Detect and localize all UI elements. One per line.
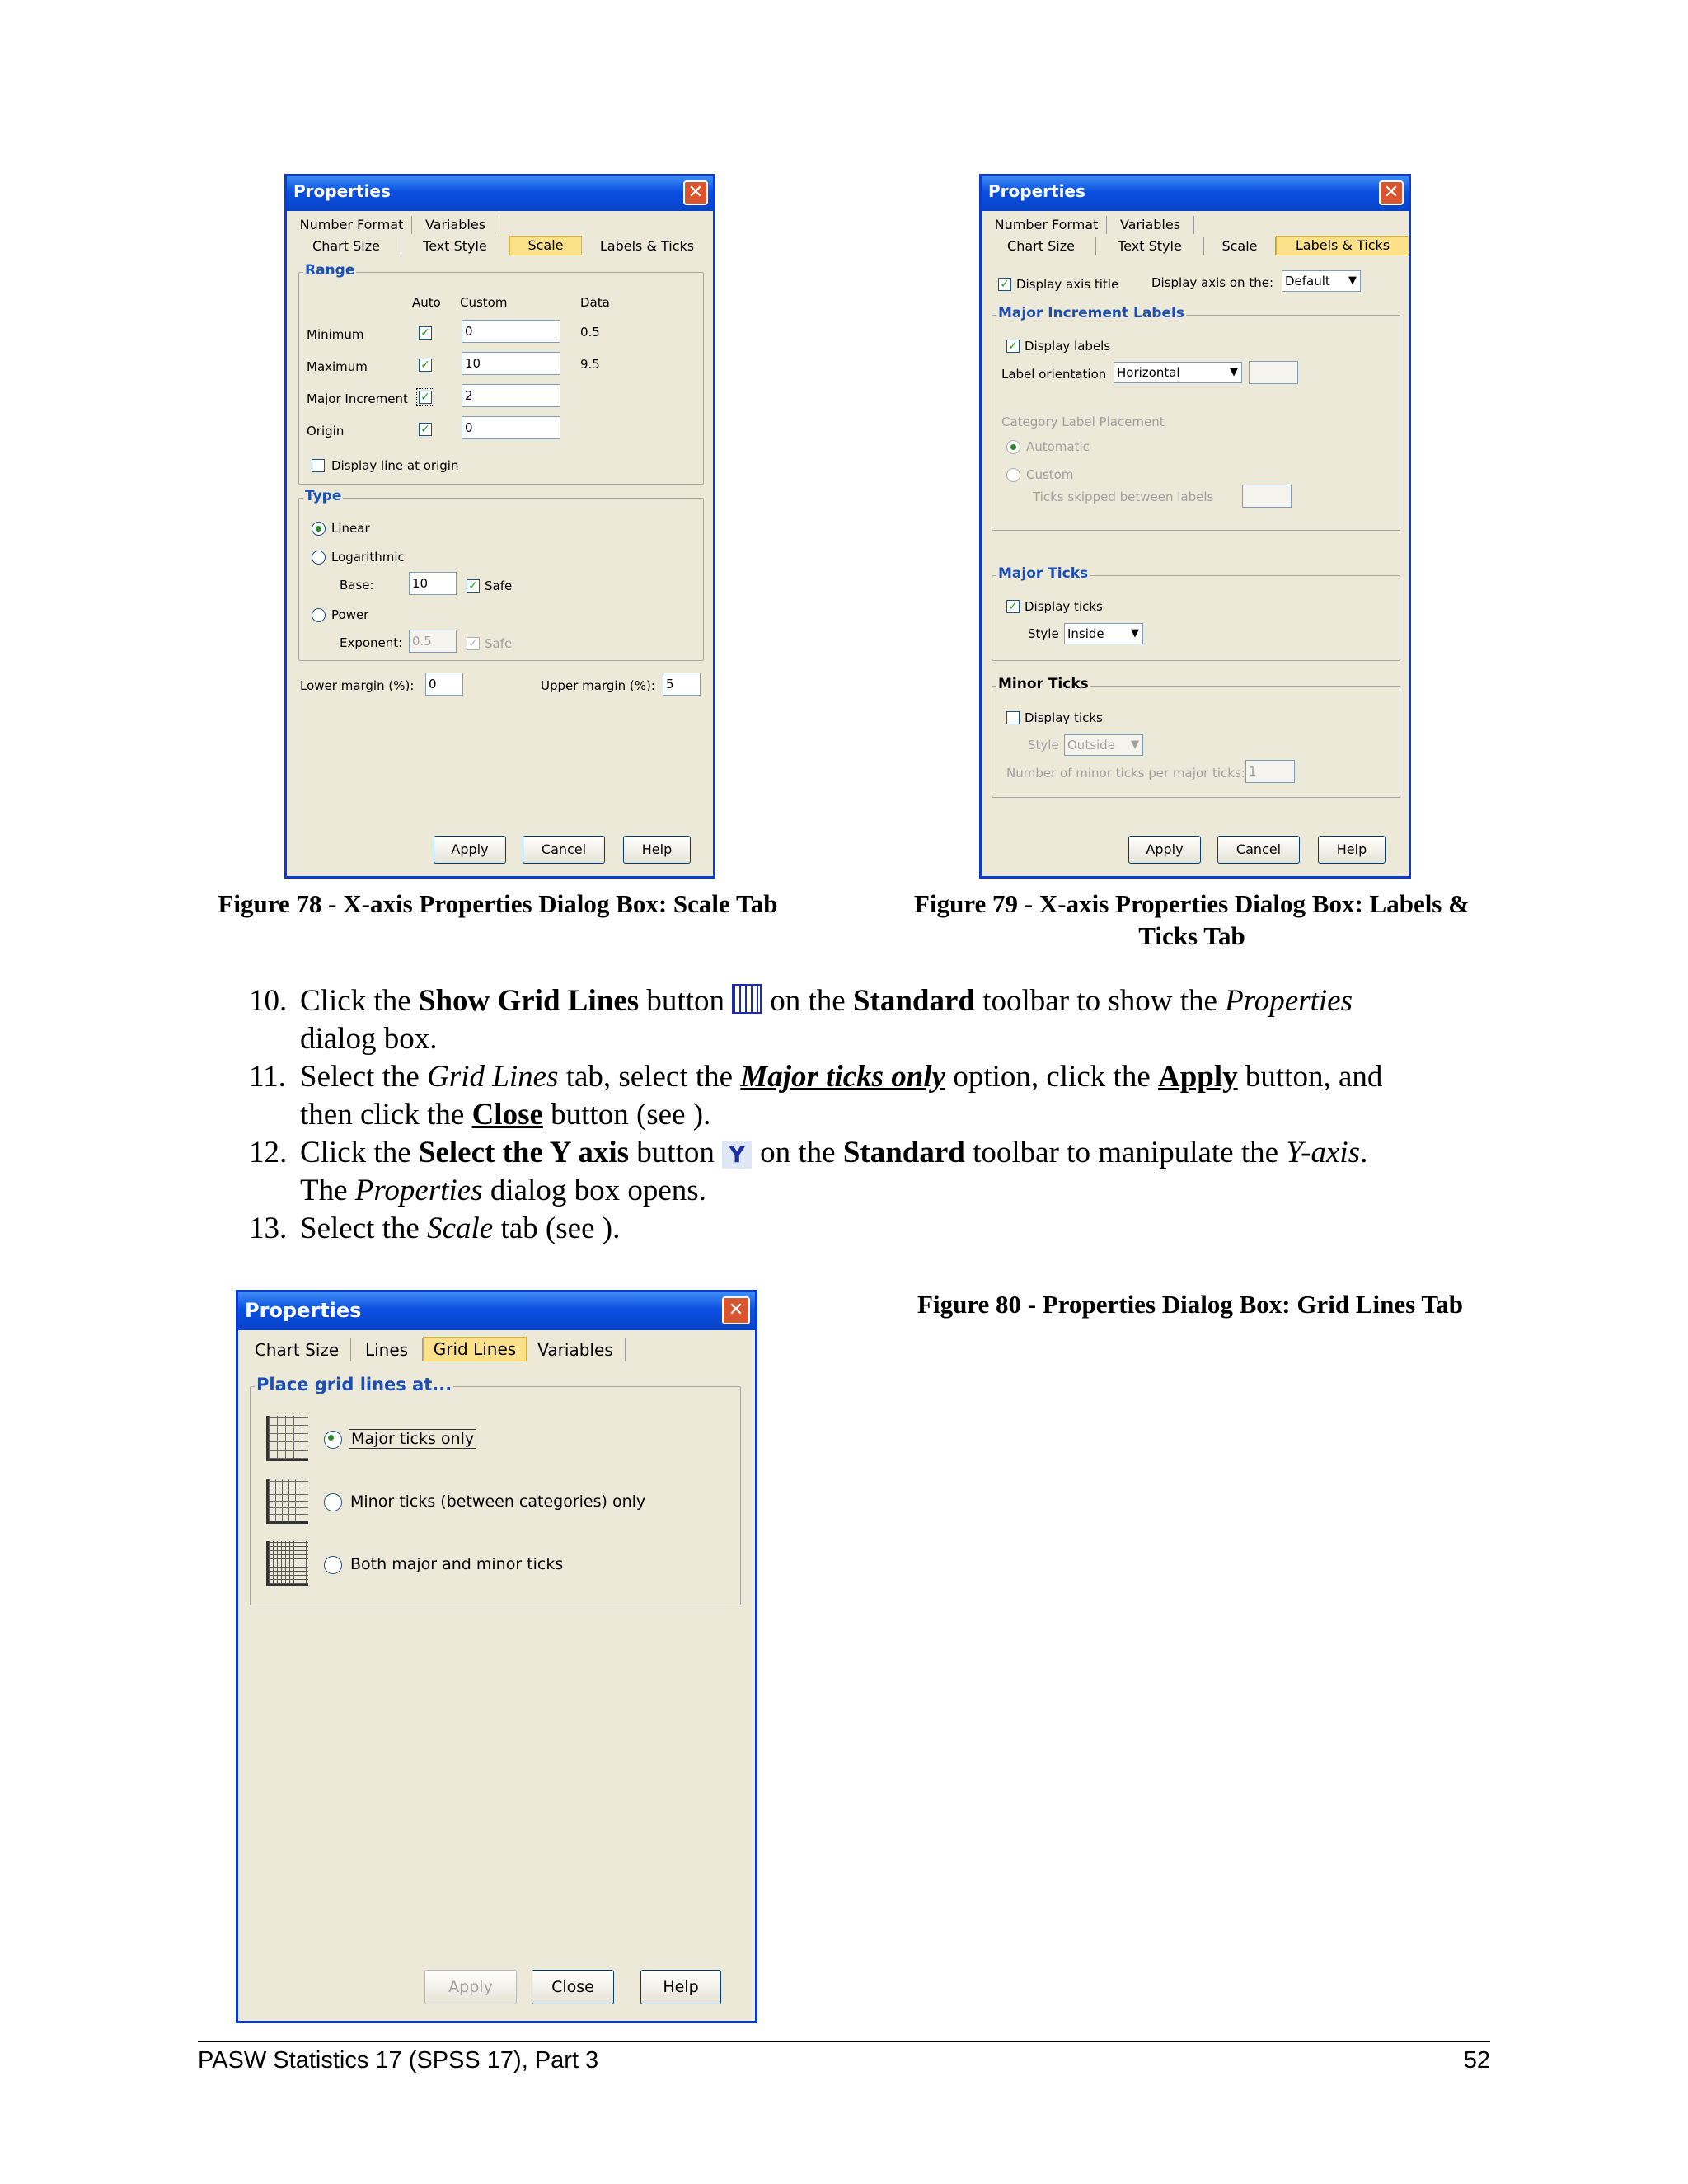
place-grid-lines-title: Place grid lines at... <box>256 1375 452 1394</box>
exponent-input[interactable]: 0.5 <box>409 630 457 653</box>
dialog-title: Properties <box>245 1299 362 1322</box>
minimum-input[interactable]: 0 <box>462 320 560 343</box>
cancel-button[interactable]: Cancel <box>1217 836 1300 864</box>
power-radio[interactable] <box>312 608 326 622</box>
power-safe-label: Safe <box>485 636 513 651</box>
tab-scale[interactable]: Scale <box>509 236 582 255</box>
dialog-title: Properties <box>293 181 391 201</box>
tab-variables[interactable]: Variables <box>412 216 499 234</box>
major-ticks-only-label: Major ticks only <box>349 1429 476 1449</box>
major-increment-labels-title: Major Increment Labels <box>998 305 1184 321</box>
maximum-auto-checkbox[interactable]: ✓ <box>419 359 432 372</box>
tab-grid-lines[interactable]: Grid Lines <box>423 1337 527 1361</box>
label-orientation-select[interactable]: Horizontal ▼ <box>1114 362 1242 383</box>
close-icon[interactable]: ✕ <box>1379 180 1404 205</box>
both-ticks-radio[interactable] <box>324 1556 342 1574</box>
origin-auto-checkbox[interactable]: ✓ <box>419 423 432 436</box>
display-line-at-origin-label: Display line at origin <box>331 458 459 473</box>
minimum-auto-checkbox[interactable]: ✓ <box>419 326 432 340</box>
cancel-button[interactable]: Cancel <box>523 836 605 864</box>
dialog-title-bar <box>238 1292 755 1330</box>
logarithmic-label: Logarithmic <box>331 550 405 565</box>
category-label-placement: Category Label Placement <box>1001 415 1165 429</box>
step-11: 11. Select the Grid Lines tab, select the Major ticks only option, click the Apply button, and then click the Close button (see ). <box>249 1060 1383 1132</box>
tab-chart-size[interactable]: Chart Size <box>987 237 1096 255</box>
display-axis-on-label: Display axis on the: <box>1151 275 1274 290</box>
display-labels-label: Display labels <box>1025 339 1111 354</box>
maximum-label: Maximum <box>307 359 368 374</box>
minor-display-ticks-checkbox[interactable] <box>1006 711 1020 724</box>
major-display-ticks-label: Display ticks <box>1025 599 1103 614</box>
logarithmic-radio[interactable] <box>312 551 326 565</box>
apply-button[interactable]: Apply <box>424 1970 517 2004</box>
minor-count-input[interactable]: 1 <box>1245 760 1295 783</box>
tab-text-style[interactable]: Text Style <box>1096 237 1204 255</box>
auto-column-header: Auto <box>412 295 441 310</box>
range-group-label: Range <box>305 262 355 279</box>
minor-style-select[interactable]: Outside ▼ <box>1064 734 1143 756</box>
scale-tab-dialog <box>284 174 715 879</box>
help-button[interactable]: Help <box>640 1970 721 2004</box>
major-ticks-group <box>992 575 1400 661</box>
automatic-label: Automatic <box>1026 439 1090 454</box>
minor-ticks-radio[interactable] <box>324 1493 342 1511</box>
linear-radio[interactable] <box>312 522 326 536</box>
label-orientation-label: Label orientation <box>1001 367 1107 382</box>
major-display-ticks-checkbox[interactable]: ✓ <box>1006 600 1020 613</box>
origin-input[interactable]: 0 <box>462 416 560 439</box>
dialog-title-bar <box>982 176 1409 211</box>
step-13: 13. Select the Scale tab (see ). <box>249 1212 621 1245</box>
apply-button[interactable]: Apply <box>434 836 506 864</box>
custom-column-header: Custom <box>460 295 508 310</box>
help-button[interactable]: Help <box>1318 836 1386 864</box>
major-increment-input[interactable]: 2 <box>462 384 560 407</box>
base-input[interactable]: 10 <box>409 572 457 595</box>
tab-chart-size[interactable]: Chart Size <box>292 237 401 255</box>
origin-label: Origin <box>307 424 345 438</box>
exponent-label: Exponent: <box>340 635 403 650</box>
ticks-skipped-input[interactable] <box>1242 485 1292 508</box>
ticks-skipped-label: Ticks skipped between labels <box>1033 490 1214 504</box>
display-axis-title-checkbox[interactable]: ✓ <box>998 278 1011 291</box>
step-10: 10. Click the Show Grid Lines button on the Standard toolbar to show the Properties dialog box. <box>249 984 1353 1056</box>
tab-labels-ticks[interactable]: Labels & Ticks <box>599 238 695 254</box>
major-style-select[interactable]: Inside ▼ <box>1064 623 1143 644</box>
maximum-data-value: 9.5 <box>580 357 600 372</box>
linear-label: Linear <box>331 521 370 536</box>
automatic-radio[interactable] <box>1006 440 1020 454</box>
dialog-title-bar <box>287 176 713 211</box>
minor-ticks-label: Minor ticks (between categories) only <box>350 1493 646 1511</box>
tab-labels-ticks[interactable]: Labels & Ticks <box>1276 236 1409 255</box>
tab-variables[interactable]: Variables <box>526 1338 626 1361</box>
tab-scale[interactable]: Scale <box>1204 237 1276 255</box>
lower-margin-label: Lower margin (%): <box>300 678 415 693</box>
step-12: 12. Click the Select the Y axis button Y on the Standard toolbar to manipulate the Y-axis. The Properties dialog box opens. <box>249 1136 1368 1207</box>
close-button[interactable]: Close <box>532 1970 614 2004</box>
tab-text-style[interactable]: Text Style <box>401 237 509 255</box>
figure-78-caption: Figure 78 - X-axis Properties Dialog Box: Scale Tab <box>218 889 778 918</box>
apply-button[interactable]: Apply <box>1128 836 1201 864</box>
major-grid-icon <box>266 1416 308 1461</box>
upper-margin-label: Upper margin (%): <box>541 678 655 693</box>
both-grid-icon <box>266 1541 308 1586</box>
tab-lines[interactable]: Lines <box>351 1338 423 1361</box>
figure-80-caption: Figure 80 - Properties Dialog Box: Grid Lines Tab <box>917 1290 1463 1319</box>
lower-margin-input[interactable]: 0 <box>425 673 463 696</box>
type-group-label: Type <box>305 488 342 504</box>
minor-ticks-title: Minor Ticks <box>998 676 1089 692</box>
data-column-header: Data <box>580 295 610 310</box>
display-axis-on-select[interactable]: Default ▼ <box>1282 270 1361 292</box>
close-icon[interactable]: ✕ <box>722 1296 750 1324</box>
page-number: 52 <box>1463 2047 1490 2074</box>
labels-ticks-dialog <box>979 174 1411 879</box>
label-orientation-extra-input[interactable] <box>1249 361 1298 384</box>
show-grid-lines-icon <box>732 984 762 1014</box>
maximum-input[interactable]: 10 <box>462 352 560 375</box>
select-y-axis-icon: Y <box>722 1141 752 1169</box>
custom-label: Custom <box>1026 467 1074 482</box>
major-ticks-title: Major Ticks <box>998 565 1089 582</box>
figure-79-caption: Figure 79 - X-axis Properties Dialog Box: Labels & Ticks Tab <box>914 889 1470 950</box>
grid-lines-dialog <box>236 1290 757 2023</box>
power-safe-checkbox[interactable]: ✓ <box>467 637 480 650</box>
power-label: Power <box>331 607 369 622</box>
major-increment-auto-checkbox[interactable]: ✓ <box>419 391 432 404</box>
dialog-title: Properties <box>988 181 1085 201</box>
base-label: Base: <box>340 578 374 593</box>
log-safe-label: Safe <box>485 579 513 593</box>
minimum-label: Minimum <box>307 327 364 342</box>
close-icon[interactable]: ✕ <box>683 180 708 205</box>
tab-number-format[interactable]: Number Format <box>987 216 1107 234</box>
minor-count-label: Number of minor ticks per major ticks: <box>1006 766 1245 780</box>
both-ticks-label: Both major and minor ticks <box>350 1555 564 1573</box>
log-safe-checkbox[interactable]: ✓ <box>467 579 480 593</box>
tab-variables[interactable]: Variables <box>1107 216 1194 234</box>
footer-title: PASW Statistics 17 (SPSS 17), Part 3 <box>198 2047 599 2074</box>
display-line-at-origin-checkbox[interactable] <box>312 459 325 472</box>
footer-rule <box>198 2041 1490 2042</box>
minor-grid-icon <box>266 1479 308 1524</box>
display-axis-title-label: Display axis title <box>1016 277 1119 292</box>
upper-margin-input[interactable]: 5 <box>663 673 701 696</box>
minor-display-ticks-label: Display ticks <box>1025 710 1103 725</box>
major-style-label: Style <box>1028 626 1059 641</box>
major-ticks-only-radio[interactable] <box>324 1431 342 1449</box>
help-button[interactable]: Help <box>623 836 691 864</box>
tab-number-format[interactable]: Number Format <box>292 216 412 234</box>
tab-chart-size[interactable]: Chart Size <box>243 1338 351 1361</box>
display-labels-checkbox[interactable]: ✓ <box>1006 340 1020 353</box>
minor-style-label: Style <box>1028 738 1059 752</box>
custom-radio[interactable] <box>1006 468 1020 482</box>
minimum-data-value: 0.5 <box>580 325 600 340</box>
major-increment-label: Major Increment <box>307 391 408 406</box>
